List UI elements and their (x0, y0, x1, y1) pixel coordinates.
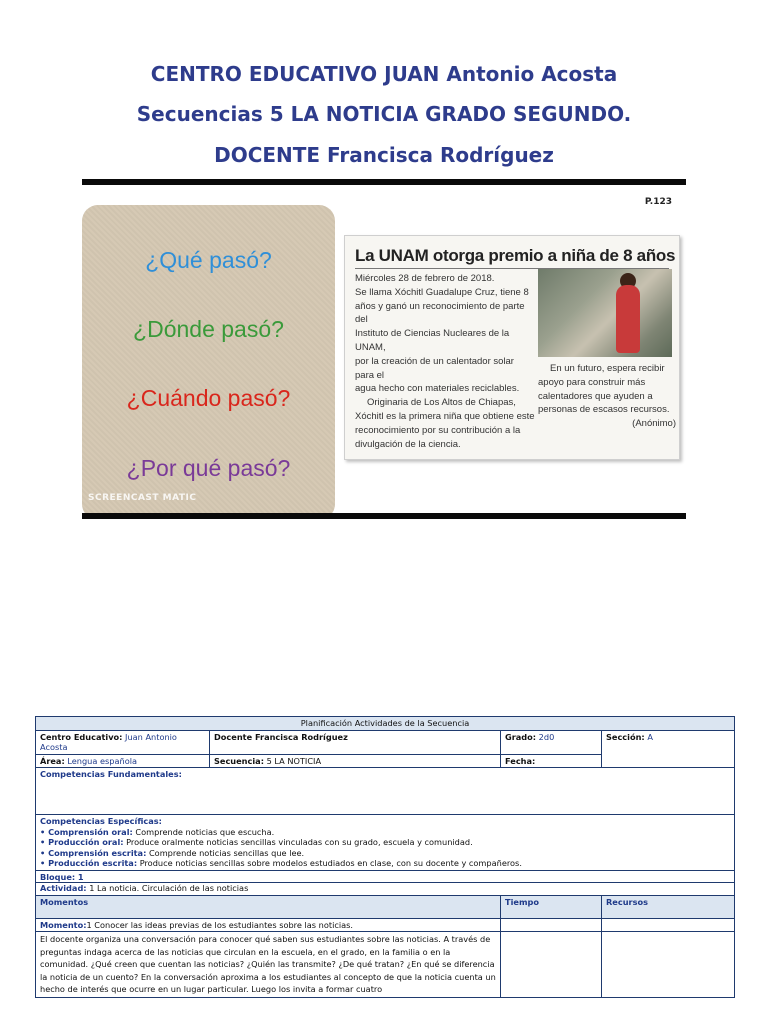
table-title: Planificación Actividades de la Secuencia (36, 717, 735, 731)
lesson-image (82, 179, 686, 519)
article-line: apoyo para construir más (538, 376, 646, 388)
article-column-right (538, 362, 676, 431)
momento-label: Momento: (40, 919, 87, 930)
girl-figure (616, 285, 640, 353)
area-cell (36, 754, 210, 768)
momento-value: 1 Conocer las ideas previas de los estudiantes sobre las noticias. (86, 919, 354, 930)
article-author: (Anónimo) (632, 418, 676, 430)
article-line: divulgación de la ciencia. (355, 438, 461, 450)
article-headline: La UNAM otorga premio a niña de 8 años (355, 246, 676, 265)
docente-cell: Docente Francisca Rodríguez (210, 730, 501, 754)
especifica-label: • Producción oral: (40, 837, 124, 847)
especifica-item (40, 837, 730, 848)
especifica-label: • Comprensión oral: (40, 826, 133, 837)
bloque-label: Bloque: (40, 871, 76, 882)
question-why: ¿Por qué pasó? (126, 455, 291, 481)
area-label: Área: (40, 755, 65, 766)
especifica-item (40, 848, 730, 859)
secuencia-value: 5 LA NOTICIA (266, 755, 322, 766)
tiempo-header: Tiempo (501, 895, 602, 918)
article-line: Instituto de Ciencias Nucleares de la UNAM, (355, 328, 510, 353)
secuencia-label: Secuencia: (214, 755, 264, 766)
article-line: personas de escasos recursos. (538, 404, 670, 416)
article-line: años y ganó un reconocimiento de parte del (355, 300, 525, 326)
article-line: por la creación de un calentador solar para el (355, 355, 514, 381)
actividad-value: 1 La noticia. Circulación de las noticias (89, 883, 249, 893)
especifica-text: Comprende noticias sencillas que lee. (148, 847, 305, 858)
especifica-item (40, 858, 730, 869)
especifica-label: • Comprensión escrita: (40, 847, 147, 858)
bloque-value: 1 (77, 871, 84, 882)
especifica-text: Produce oralmente noticias sencillas vinculadas con su grado, escuela y comunidad. (126, 837, 473, 847)
screencast-watermark: SCREENCAST MATIC (88, 493, 197, 503)
centro-label: Centro Educativo: (40, 731, 123, 742)
especifica-text: Produce noticias sencillas sobre modelos estudiados en clase, con su docente y compañeros. (139, 858, 522, 868)
article-date: Miércoles 28 de febrero de 2018. (355, 273, 495, 284)
seccion-label: Sección: (606, 731, 645, 742)
question-when: ¿Cuándo pasó? (126, 385, 291, 411)
especifica-text: Comprende noticias que escucha. (135, 826, 275, 837)
article-line: Se llama Xóchitl Guadalupe Cruz, tiene 8 (355, 286, 529, 298)
seccion-cell (602, 730, 735, 768)
competencias-fundamentales: Competencias Fundamentales: (36, 768, 735, 815)
momento-paragraph: El docente organiza una conversación para conocer qué saben sus estudiantes sobre las noticias. A través de preguntas indaga acerca de las noticias que circulan en la escuela, en el grado, en la familia o en la comunidad. ¿Qué creen que cuentan las noticias? ¿Quién las transmite? ¿De qué tratan? ¿En qué se diferencia la noticia de un cuento? En la conversación aproxima a los estudiantes al concepto de que la noticia cuenta un hecho de interés que ocurre en un lugar particular. Luego los invita a formar cuatro (36, 932, 501, 998)
seccion-value: A (647, 731, 653, 742)
article-photo (538, 269, 672, 357)
recursos-cell (602, 918, 735, 932)
centro-value: Juan Antonio Acosta (40, 731, 177, 752)
grado-value: 2d0 (538, 731, 555, 742)
momentos-header: Momentos (36, 895, 501, 918)
especifica-item (40, 827, 730, 838)
header-sequence: Secuencias 5 LA NOTICIA GRADO SEGUNDO. (136, 102, 632, 126)
momento-cell (36, 918, 501, 932)
grado-label: Grado: (505, 731, 537, 742)
actividad-row (36, 882, 734, 894)
page-number: P.123 (644, 197, 672, 207)
centro-cell (36, 730, 210, 754)
news-article (344, 235, 680, 460)
bloque-row (40, 872, 730, 883)
article-column-left (355, 272, 535, 451)
question-where: ¿Dónde pasó? (133, 316, 284, 342)
question-what: ¿Qué pasó? (145, 247, 272, 273)
article-line: agua hecho con materiales reciclables. (355, 383, 520, 395)
recursos-header: Recursos (602, 895, 735, 918)
secuencia-cell (210, 754, 501, 768)
competencias-especificas-title: Competencias Específicas: (40, 816, 162, 826)
fecha-cell: Fecha: (501, 754, 602, 768)
tiempo-cell (501, 918, 602, 932)
planning-table (35, 716, 735, 998)
header-school: CENTRO EDUCATIVO JUAN Antonio Acosta (150, 62, 618, 86)
tiempo-cell (501, 932, 602, 998)
especifica-label: • Producción escrita: (40, 858, 138, 868)
recursos-cell (602, 932, 735, 998)
article-line: Xóchitl es la primera niña que obtiene este (355, 410, 535, 422)
questions-card (82, 205, 335, 519)
header-teacher: DOCENTE Francisca Rodríguez (214, 143, 554, 167)
bloque-actividad-cell (36, 870, 735, 895)
article-line: calentadores que ayuden a (538, 390, 653, 402)
area-value: Lengua española (67, 755, 138, 766)
actividad-label: Actividad: (40, 883, 87, 893)
article-line: En un futuro, espera recibir (550, 363, 665, 374)
article-line: reconocimiento por su contribución a la (355, 424, 521, 436)
grado-cell (501, 730, 602, 754)
article-line: Originaria de Los Altos de Chiapas, (367, 397, 516, 409)
competencias-especificas (36, 815, 735, 871)
